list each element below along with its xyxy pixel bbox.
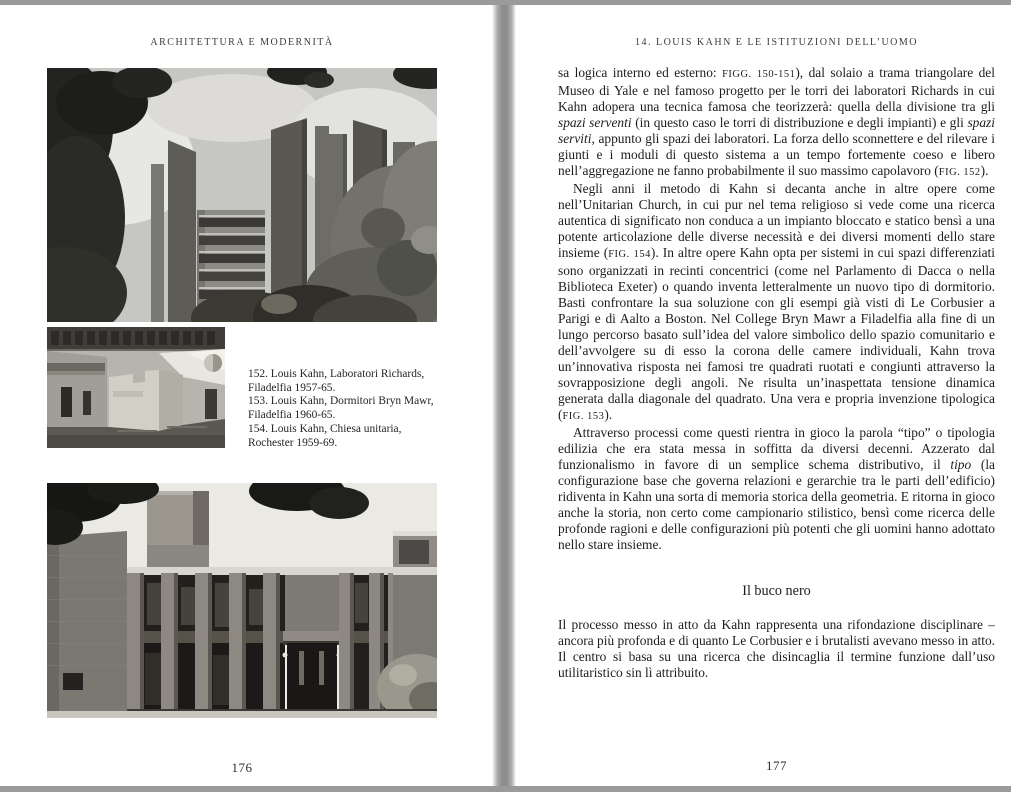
caption-153: 153. Louis Kahn, Dormitori Bryn Mawr, Filadelfia 1960-65.: [248, 395, 434, 422]
figure-captions: [248, 368, 447, 450]
unitarian-church-illustration: [47, 483, 437, 718]
caption-152: 152. Louis Kahn, Laboratori Richards, Filadelfia 1957-65.: [248, 368, 425, 394]
scan-edge-top: [0, 0, 1011, 5]
page-number-right: 177: [766, 758, 787, 773]
running-head-left: ARCHITETTURA E MODERNITÀ: [150, 37, 334, 48]
page-gutter: [492, 0, 516, 792]
right-doorway: [205, 389, 217, 419]
left-colonnade: [127, 573, 285, 711]
left-brick-wall: [47, 531, 127, 718]
photo-bryn-mawr-interior: [47, 327, 225, 448]
right-rooftop-tower: [393, 531, 437, 567]
entrance: [283, 575, 342, 711]
brick-tower: [147, 491, 209, 575]
running-head-right: 14. LOUIS KAHN E LE ISTITUZIONI DELL’UOMO: [634, 37, 919, 48]
caption-154: 154. Louis Kahn, Chiesa unitaria, Rochester 1959-69.: [248, 422, 402, 449]
central-block: [109, 370, 183, 431]
scan-edge-bottom: [0, 786, 1011, 792]
section-heading: Il buco nero: [742, 583, 811, 599]
bryn-mawr-interior-illustration: [47, 327, 225, 448]
photo-unitarian-church: [47, 483, 437, 718]
paragraph-3: Attraverso processi come questi rientra in gioco la parola “tipo” o tipologia edilizia che era stata messa in soffitta da diversi decenni. Azzerato dal funzionalismo in favore di un semplice schema distributivo, il tipo (la configurazione base che governa relazioni e gerarchie tra le parti dell’edificio) ridiventa in Kahn una sorta di memoria storica della geometria. E ritorna in gioco anche la storia, non certo come campionario stilistico, bensì come ricerca delle profonde ragioni e delle configurazioni più potenti che gli uomini hanno adottato nello stare insieme.: [558, 425, 995, 552]
left-page: [0, 5, 494, 786]
right-page: [514, 5, 1011, 786]
paragraph-2: Negli anni il metodo di Kahn si decanta anche in altre opere come nell’Unitarian Church, in cui pur nel tema religioso si vede come una ricerca autentica di significato non conduca a un impianto bloccato e statico bensì a una potente articolazione delle diverse necessità e dei diversi momenti dello stare insieme (FIG. 154). In altre opere Kahn opta per sistemi in cui spazi differenziati sono organizzati in recinti concentrici (come nel Parlamento di Dacca o nella Biblioteca Exeter) o quando inventa letteralmente un nuovo tipo di dormitorio. Basti confrontare la sua soluzione con gli esempi già visti di Le Corbusier a Parigi e di Aalto a Boston. Nel College Bryn Mawr a Filadelfia alla fine di un lungo percorso basato sull’idea del valore simbolico dello spazio comunitario e dell’avvolgere su di esso la corona delle camere individuali, Kahn trova un’innovativa risposta nei famosi tre quadrati ruotati e congiunti attraverso la sovrapposizione degli angoli. Ne risulta un’inaspettata tensione dinamica generata dalla diagonale del quadrato. Una vera e propria invenzione tipologica (FIG. 153).: [558, 181, 995, 422]
body-text-column: [558, 65, 995, 681]
photo-richards-laboratories: [47, 68, 437, 322]
paragraph-4: Il processo messo in atto da Kahn rappresenta una rifondazione disciplinare – ancora più profonda e di quanto Le Corbusier e i brutalisti avevano messo in atto. Il centro si basa su una ricerca che disincaglia il termine funzione dall’uso utilitaristico sin lì attribuito.: [558, 617, 995, 680]
waffle-ceiling: [47, 327, 225, 351]
paragraph-1: sa logica interno ed esterno: FIGG. 150-151), dal solaio a trama triangolare del Museo di Yale e nel famoso progetto per le torri dei laboratori Richards in cui Kahn adopera una tecnica famosa che teorizzerà: quella della divisione tra gli spazi serventi (in questo caso le torri di distribuzione e degli impianti) e gli spazi serviti, appunto gli spazi dei laboratori. La forza dello sconnettere e del rilevare i giunti e i moduli di questo sistema a un tempo fortemente coeso e libero nell’aggregazione ne fanno probabilmente il suo massimo capolavoro (FIG. 152).: [558, 65, 995, 178]
richards-labs-illustration: [47, 68, 437, 322]
page-number-left: 176: [231, 760, 253, 775]
